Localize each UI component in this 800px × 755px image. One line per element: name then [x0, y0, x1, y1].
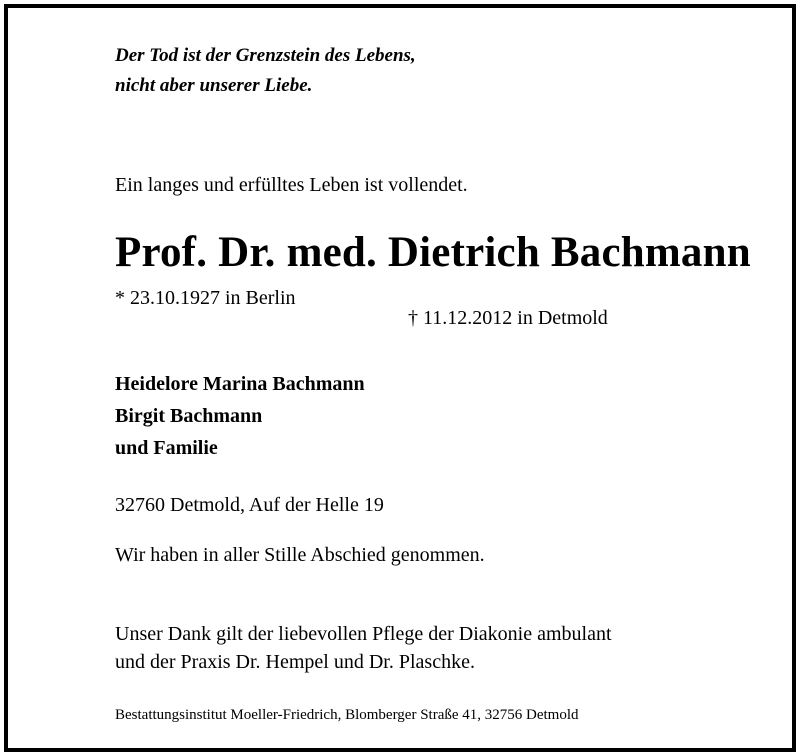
deceased-name: Prof. Dr. med. Dietrich Bachmann — [115, 229, 751, 276]
thanks-line-2: und der Praxis Dr. Hempel und Dr. Plaschke. — [115, 651, 475, 673]
birth-date: * 23.10.1927 in Berlin — [115, 287, 296, 309]
farewell-text: Wir haben in aller Stille Abschied genommen. — [115, 544, 485, 566]
address: 32760 Detmold, Auf der Helle 19 — [115, 494, 384, 516]
mourner-2: Birgit Bachmann — [115, 405, 263, 427]
thanks-line-1: Unser Dank gilt der liebevollen Pflege der Diakonie ambulant — [115, 623, 612, 645]
funeral-home: Bestattungsinstitut Moeller-Friedrich, Blomberger Straße 41, 32756 Detmold — [115, 707, 579, 723]
intro-text: Ein langes und erfülltes Leben ist vollendet. — [115, 174, 468, 196]
death-date: † 11.12.2012 in Detmold — [408, 307, 608, 329]
mourner-1: Heidelore Marina Bachmann — [115, 373, 365, 395]
mourner-3: und Familie — [115, 437, 218, 459]
motto-line-2: nicht aber unserer Liebe. — [115, 75, 313, 96]
motto-line-1: Der Tod ist der Grenzstein des Lebens, — [115, 45, 416, 66]
